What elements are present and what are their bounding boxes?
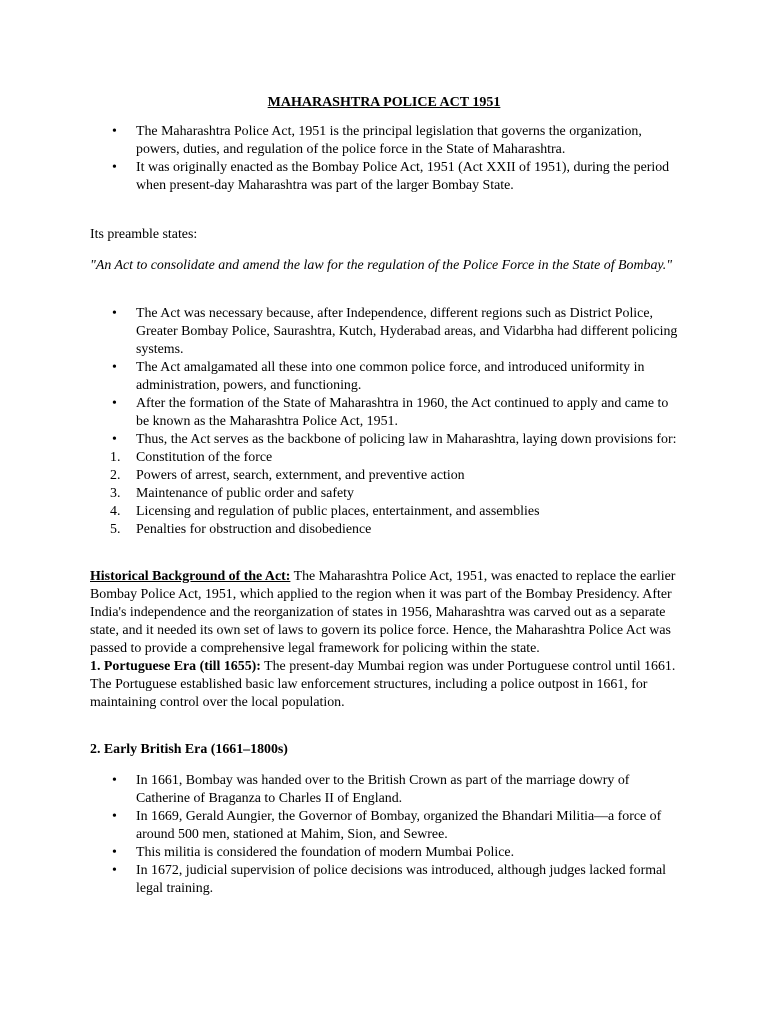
item-number: 4. bbox=[110, 504, 121, 519]
british-bullet-list bbox=[90, 772, 680, 898]
portuguese-paragraph bbox=[90, 658, 680, 712]
numbered-item bbox=[90, 467, 680, 485]
intro-bullet-list bbox=[90, 123, 680, 195]
historical-paragraph bbox=[90, 568, 680, 658]
list-item-text: After the formation of the State of Maharashtra in 1960, the Act continued to apply and came to be known as the Maharashtra Police Act, 1951. bbox=[136, 396, 669, 429]
numbered-item bbox=[90, 449, 680, 467]
list-item-text: This militia is considered the foundation of modern Mumbai Police. bbox=[136, 845, 515, 860]
preamble-intro: Its preamble states: bbox=[90, 227, 198, 242]
list-item bbox=[90, 359, 680, 395]
bullet-icon: • bbox=[112, 396, 117, 411]
list-item-text: In 1672, judicial supervision of police decisions was introduced, although judges lacked formal legal training. bbox=[136, 863, 667, 896]
list-item-text: The Act amalgamated all these into one common police force, and introduced uniformity in administration, powers, and functioning. bbox=[136, 360, 645, 393]
list-item-text: The Maharashtra Police Act, 1951 is the principal legislation that governs the organization, powers, duties, and regulation of the police force in the State of Maharashtra. bbox=[136, 124, 642, 157]
preamble-quote: "An Act to consolidate and amend the law for the regulation of the Police Force in the State of Bombay." bbox=[90, 258, 673, 273]
list-item-text: The Act was necessary because, after Independence, different regions such as District Police, Greater Bombay Police, Saurashtra, Kutch, Hyderabad areas, and Vidarbha had different policing systems. bbox=[136, 306, 678, 357]
list-item bbox=[90, 844, 680, 862]
document-title: MAHARASHTRA POLICE ACT 1951 bbox=[267, 95, 501, 110]
provisions-list bbox=[90, 449, 680, 539]
list-item bbox=[90, 123, 680, 159]
historical-heading: Historical Background of the Act: bbox=[90, 569, 291, 584]
list-item bbox=[90, 772, 680, 808]
item-number: 2. bbox=[110, 468, 121, 483]
item-number: 5. bbox=[110, 522, 121, 537]
list-item bbox=[90, 862, 680, 898]
bullet-icon: • bbox=[112, 845, 117, 860]
list-item bbox=[90, 159, 680, 195]
numbered-item-text: Constitution of the force bbox=[136, 450, 273, 465]
portuguese-heading: 1. Portuguese Era (till 1655): bbox=[90, 659, 261, 674]
numbered-item-text: Penalties for obstruction and disobedience bbox=[136, 522, 372, 537]
numbered-item-text: Powers of arrest, search, externment, and preventive action bbox=[136, 468, 465, 483]
bullet-icon: • bbox=[112, 773, 117, 788]
act-bullet-list bbox=[90, 305, 680, 449]
numbered-item-text: Maintenance of public order and safety bbox=[136, 486, 354, 501]
numbered-item bbox=[90, 485, 680, 503]
bullet-icon: • bbox=[112, 809, 117, 824]
portuguese-text: The present-day Mumbai region was under Portuguese control until 1661. The Portuguese established basic law enforcement structures, including a police outpost in 1661, for maintaining control over the local population. bbox=[90, 659, 676, 710]
bullet-icon: • bbox=[112, 124, 117, 139]
item-number: 3. bbox=[110, 486, 121, 501]
list-item-text: In 1669, Gerald Aungier, the Governor of Bombay, organized the Bhandari Militia—a force of around 500 men, stationed at Mahim, Sion, and Sewree. bbox=[136, 809, 662, 842]
bullet-icon: • bbox=[112, 306, 117, 321]
numbered-item-text: Licensing and regulation of public places, entertainment, and assemblies bbox=[136, 504, 540, 519]
bullet-icon: • bbox=[112, 160, 117, 175]
numbered-item bbox=[90, 503, 680, 521]
historical-text: The Maharashtra Police Act, 1951, was enacted to replace the earlier Bombay Police Act, 1951, which applied to the region when it was part of the Bombay Presidency. After India's independence and the reorganization of states in 1956, Maharashtra was carved out as a separate state, and it needed its own set of laws to govern its police force. Hence, the Maharashtra Police Act was passed to provide a comprehensive legal framework for policing within the state. bbox=[90, 569, 676, 656]
numbered-item bbox=[90, 521, 680, 539]
historical-section bbox=[90, 568, 680, 712]
bullet-icon: • bbox=[112, 360, 117, 375]
list-item-text: It was originally enacted as the Bombay Police Act, 1951 (Act XXII of 1951), during the period when present-day Maharashtra was part of the larger Bombay State. bbox=[136, 160, 670, 193]
list-item bbox=[90, 395, 680, 431]
bullet-icon: • bbox=[112, 863, 117, 878]
list-item-text: In 1661, Bombay was handed over to the British Crown as part of the marriage dowry of Catherine of Braganza to Charles II of England. bbox=[136, 773, 630, 806]
bullet-icon: • bbox=[112, 432, 117, 447]
list-item bbox=[90, 431, 680, 449]
list-item bbox=[90, 305, 680, 359]
british-era-heading: 2. Early British Era (1661–1800s) bbox=[90, 742, 288, 757]
list-item-text: Thus, the Act serves as the backbone of policing law in Maharashtra, laying down provisions for: bbox=[136, 432, 677, 447]
list-item bbox=[90, 808, 680, 844]
item-number: 1. bbox=[110, 450, 121, 465]
act-section bbox=[90, 305, 680, 539]
